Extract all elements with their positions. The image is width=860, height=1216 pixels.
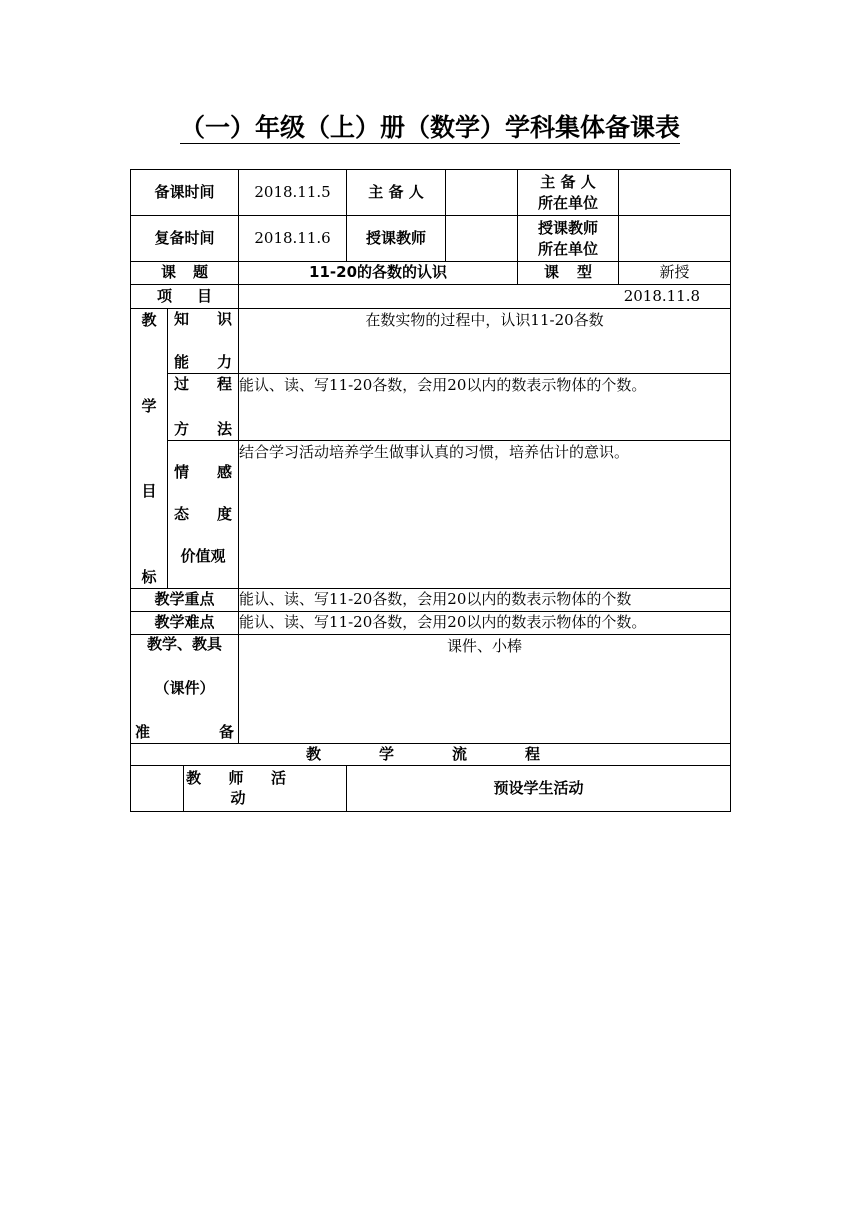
key-point-value: 能认、读、写11-20各数，会用20以内的数表示物体的个数 [239, 589, 731, 612]
topic-value: 11-20的各数的认识 [239, 262, 518, 285]
teacher-unit-label [518, 216, 619, 262]
knowledge-ability-value: 在数实物的过程中，认识11-20各数 [239, 309, 731, 374]
process-method-label: 过 程 方 法 [168, 374, 239, 441]
materials-prep-value: 课件、小棒 [239, 635, 731, 744]
student-activity-label: 预设学生活动 [347, 766, 731, 812]
emotion-attitude-values-label: 情 感 态 度 价值观 [168, 441, 239, 589]
type-value: 新授 [619, 262, 731, 285]
teacher-unit-label-line2: 所在单位 [538, 239, 599, 258]
knowledge-ability-label: 知 识 能 力 [168, 309, 239, 374]
item-label: 项 目 [131, 285, 239, 309]
teacher-label: 授课教师 [347, 216, 446, 262]
type-label: 课 型 [518, 262, 619, 285]
key-point-label: 教学重点 [131, 589, 239, 612]
lead-unit-value [619, 170, 731, 216]
flow-empty-cell [131, 766, 184, 812]
lead-unit-label-line1: 主 备 人 [540, 173, 596, 192]
lead-unit-label-line2: 所在单位 [538, 193, 599, 212]
page-title: （一）年级（上）册（数学）学科集体备课表 [179, 113, 680, 142]
emotion-attitude-values-value: 结合学习活动培养学生做事认真的习惯，培养估计的意识。 [239, 441, 731, 589]
teacher-unit-label-line1: 授课教师 [538, 219, 599, 238]
difficulty-label: 教学难点 [131, 612, 239, 635]
lead-preparer-value [446, 170, 518, 216]
topic-label: 课 题 [131, 262, 239, 285]
lesson-plan-table [130, 169, 731, 812]
difficulty-value: 能认、读、写11-20各数，会用20以内的数表示物体的个数。 [239, 612, 731, 635]
item-value: 2018.11.8 [239, 285, 731, 309]
lead-preparer-label: 主 备 人 [347, 170, 446, 216]
materials-prep-label: 教学、教具 （课件） 准 备 [131, 635, 239, 744]
teacher-activity-label: 教 师 活 动 [184, 766, 347, 812]
process-method-value: 能认、读、写11-20各数，会用20以内的数表示物体的个数。 [239, 374, 731, 441]
lead-unit-label [518, 170, 619, 216]
prep-time-label: 备课时间 [131, 170, 239, 216]
teacher-unit-value [619, 216, 731, 262]
teaching-goals-side-label: 教 学 目 标 [131, 309, 168, 589]
review-time-value: 2018.11.6 [239, 216, 347, 262]
prep-time-value: 2018.11.5 [239, 170, 347, 216]
teacher-value [446, 216, 518, 262]
review-time-label: 复备时间 [131, 216, 239, 262]
teaching-flow-header: 教 学 流 程 [131, 744, 731, 766]
